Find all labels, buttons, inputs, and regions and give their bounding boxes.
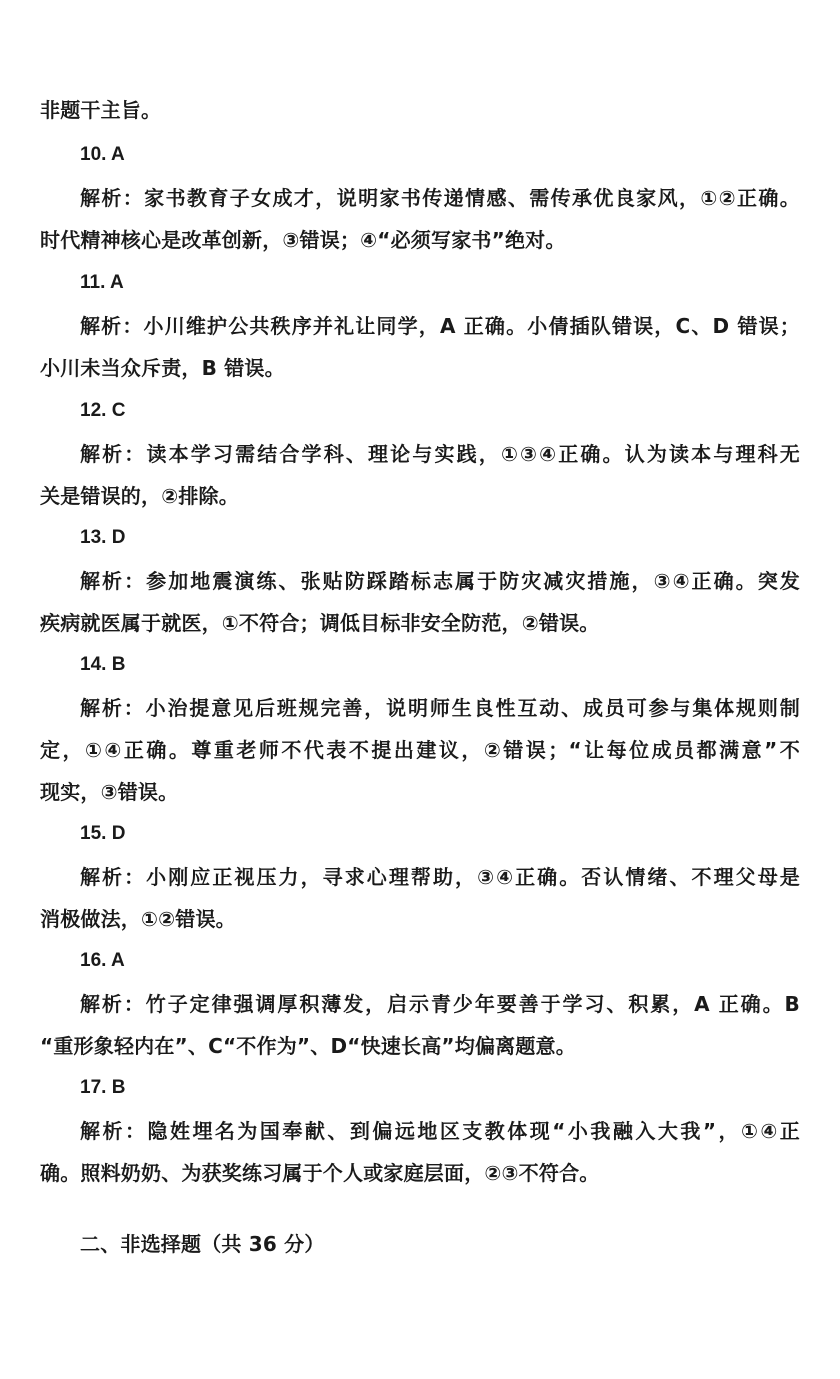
answer-label-13: 13. D	[80, 527, 126, 548]
answer-17-line-2: 确。照料奶奶、为获奖练习属于个人或家庭层面，②③不符合。	[40, 1161, 600, 1185]
answer-15-line-2: 消极做法，①②错误。	[40, 907, 236, 931]
answer-label-12: 12. C	[80, 400, 126, 421]
answer-14-line-2: 定，①④正确。尊重老师不代表不提出建议，②错误；“让每位成员都满意”不	[40, 738, 800, 762]
intro-tail-text: 非题干主旨。	[40, 98, 162, 122]
answer-11-line-1: 解析：小川维护公共秩序并礼让同学，A 正确。小倩插队错误，C、D 错误；	[80, 314, 800, 338]
answer-16-line-2: “重形象轻内在”、C“不作为”、D“快速长高”均偏离题意。	[40, 1034, 576, 1058]
answer-13-line-1: 解析：参加地震演练、张贴防踩踏标志属于防灾减灾措施，③④正确。突发	[80, 569, 800, 593]
answer-13-line-2: 疾病就医属于就医，①不符合；调低目标非安全防范，②错误。	[40, 611, 600, 635]
answer-11-line-2: 小川未当众斥责，B 错误。	[40, 356, 285, 380]
section-heading: 二、非选择题（共 36 分）	[80, 1232, 325, 1256]
answer-label-15: 15. D	[80, 823, 126, 844]
answer-label-10: 10. A	[80, 144, 125, 165]
answer-label-16: 16. A	[80, 950, 125, 971]
answer-14-line-3: 现实，③错误。	[40, 780, 179, 804]
answer-16-line-1: 解析：竹子定律强调厚积薄发，启示青少年要善于学习、积累，A 正确。B	[80, 992, 800, 1016]
answer-12-line-1: 解析：读本学习需结合学科、理论与实践，①③④正确。认为读本与理科无	[80, 442, 800, 466]
answer-label-11: 11. A	[80, 272, 124, 293]
answer-10-line-2: 时代精神核心是改革创新，③错误；④“必须写家书”绝对。	[40, 228, 566, 252]
answer-17-line-1: 解析：隐姓埋名为国奉献、到偏远地区支教体现“小我融入大我”，①④正	[80, 1119, 800, 1143]
answer-label-14: 14. B	[80, 654, 126, 675]
answer-10-line-1: 解析：家书教育子女成才，说明家书传递情感、需传承优良家风，①②正确。	[80, 186, 800, 210]
answer-label-17: 17. B	[80, 1077, 126, 1098]
answer-14-line-1: 解析：小治提意见后班规完善，说明师生良性互动、成员可参与集体规则制	[80, 696, 800, 720]
answer-15-line-1: 解析：小刚应正视压力，寻求心理帮助，③④正确。否认情绪、不理父母是	[80, 865, 800, 889]
answer-12-line-2: 关是错误的，②排除。	[40, 484, 239, 508]
